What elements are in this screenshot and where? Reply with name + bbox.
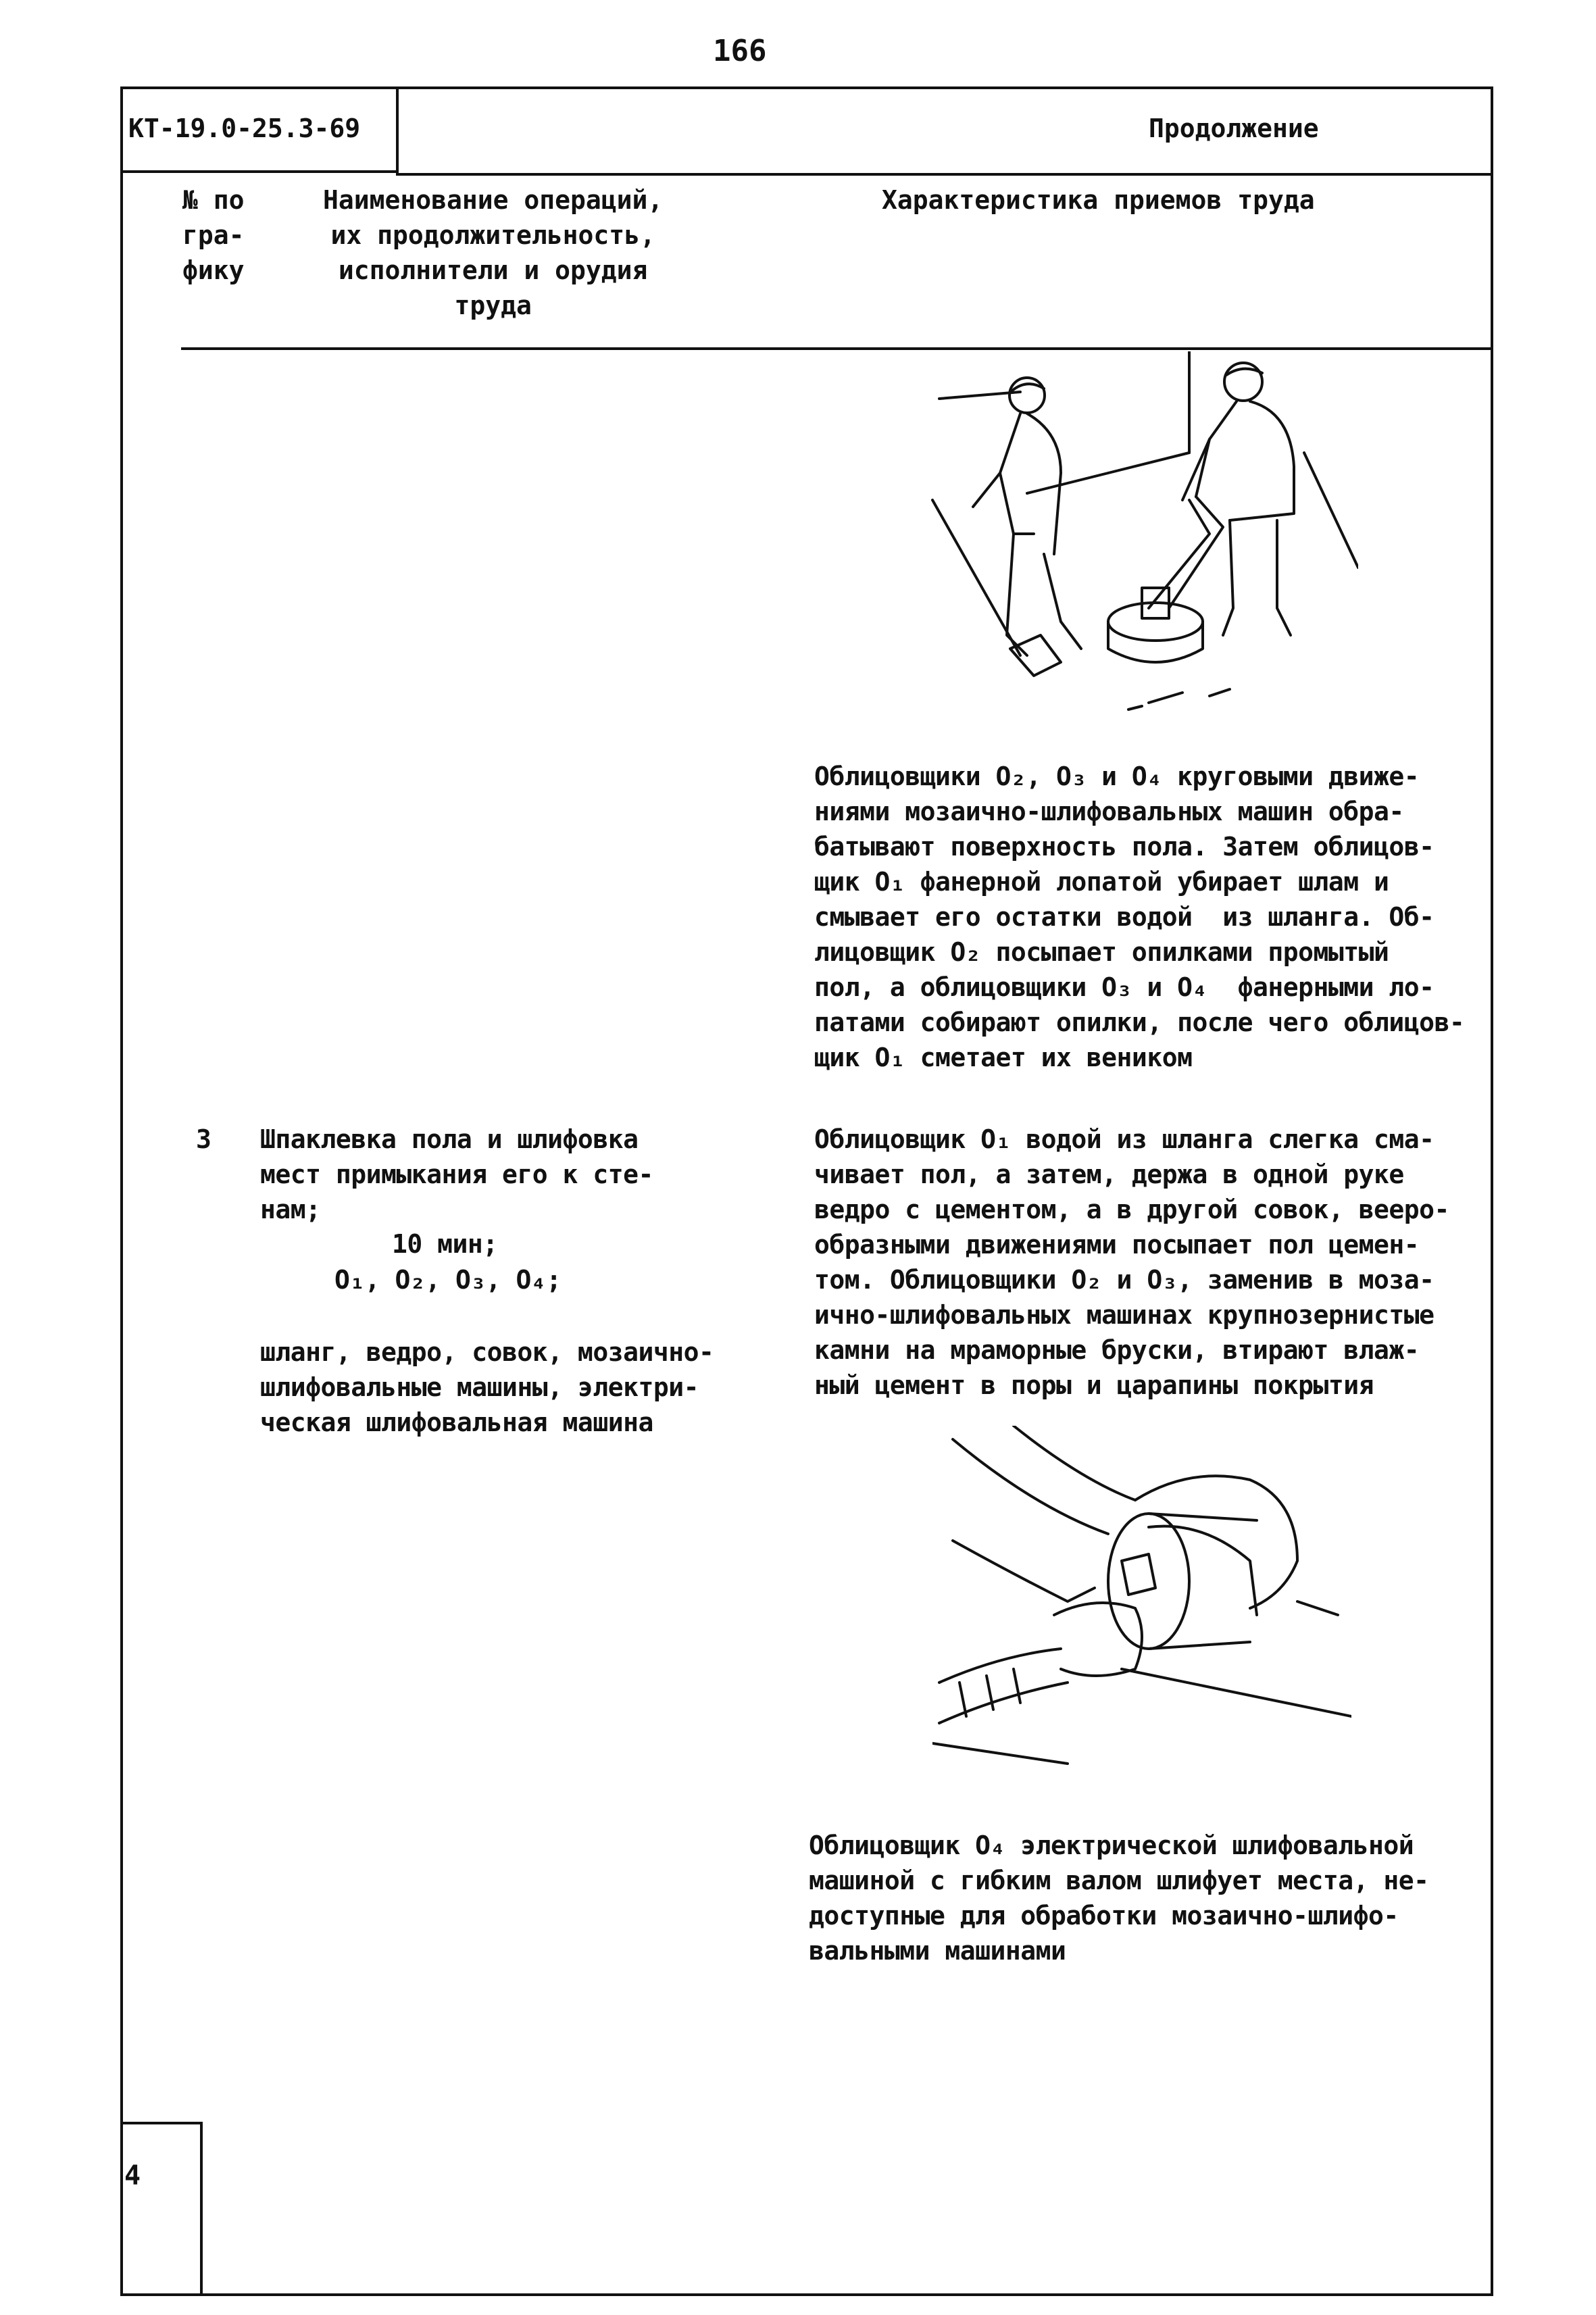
frame-bottom xyxy=(120,2293,1493,2296)
electric-grinder-with-flexible-shaft-icon xyxy=(932,1426,1351,1797)
header-col-operation: Наименование операций, их продолжительность, исполнители и орудия труда xyxy=(323,185,664,320)
operation-workers: О₁, О₂, О₃, О₄; xyxy=(334,1265,562,1295)
footer-box-number: 4 xyxy=(124,2160,141,2191)
operation-description: Облицовщик О₁ водой из шланга слегка сма- чивает пол, а затем, держа в одной руке ведро с цементом, а в другой совок, вееро- образными движениями посыпает пол цемен- том. Облицовщики О₂ и О₃, заменив в моза- ично-шлифовальных машинах крупнозернистые камни на мраморные бруски, втирают влаж- ный цемент в поры и царапины покрытия xyxy=(814,1124,1449,1400)
code-box-divider xyxy=(396,86,399,173)
page-number: 166 xyxy=(713,34,767,68)
operation-name: Шпаклевка пола и шлифовка мест примыкания его к сте- нам; xyxy=(260,1124,653,1224)
continuation-label: Продолжение xyxy=(1149,114,1319,143)
frame-right xyxy=(1491,86,1493,2296)
illustration-caption-2: Облицовщик О₄ электрической шлифовальной машиной с гибким валом шлифует места, не- доступные для обработки мозаично-шлифо- вальными машинами xyxy=(809,1831,1429,1966)
header-col-number: № по гра- фику xyxy=(182,185,245,285)
illustration-caption-1: Облицовщики О₂, О₃ и О₄ круговыми движе- ниями мозаично-шлифовальных машин обра- батывают поверхность пола. Затем облицов- щик О₁ фанерной лопатой убирает шлам и смывает его остатки водой из шланга. Об- лицовщик О₂ посыпает опилками промытый пол, а облицовщики О₃ и О₄ фанерными ло- патами собирают опилки, после чего облицов- щик О₁ сметает их веником xyxy=(814,762,1465,1072)
illustration-hand-grinder xyxy=(932,1426,1351,1797)
operation-tools: шланг, ведро, совок, мозаично- шлифовальные машины, электри- ческая шлифовальная машина xyxy=(260,1337,714,1437)
document-code: КТ-19.0-25.3-69 xyxy=(128,114,361,143)
header-bottom-rule xyxy=(181,347,1493,350)
operation-duration: 10 мин; xyxy=(392,1229,498,1259)
frame-left xyxy=(120,86,123,2296)
header-top-rule xyxy=(396,173,1493,176)
header-col-characteristics: Характеристика приемов труда xyxy=(882,185,1315,215)
footer-box-top xyxy=(120,2122,203,2124)
code-box-bottom xyxy=(120,170,399,173)
footer-box-right xyxy=(200,2122,203,2295)
illustration-floor-grinding xyxy=(926,351,1358,730)
workers-with-grinding-machine-icon xyxy=(926,351,1358,730)
frame-top xyxy=(120,86,1493,89)
row-number: 3 xyxy=(196,1124,211,1154)
